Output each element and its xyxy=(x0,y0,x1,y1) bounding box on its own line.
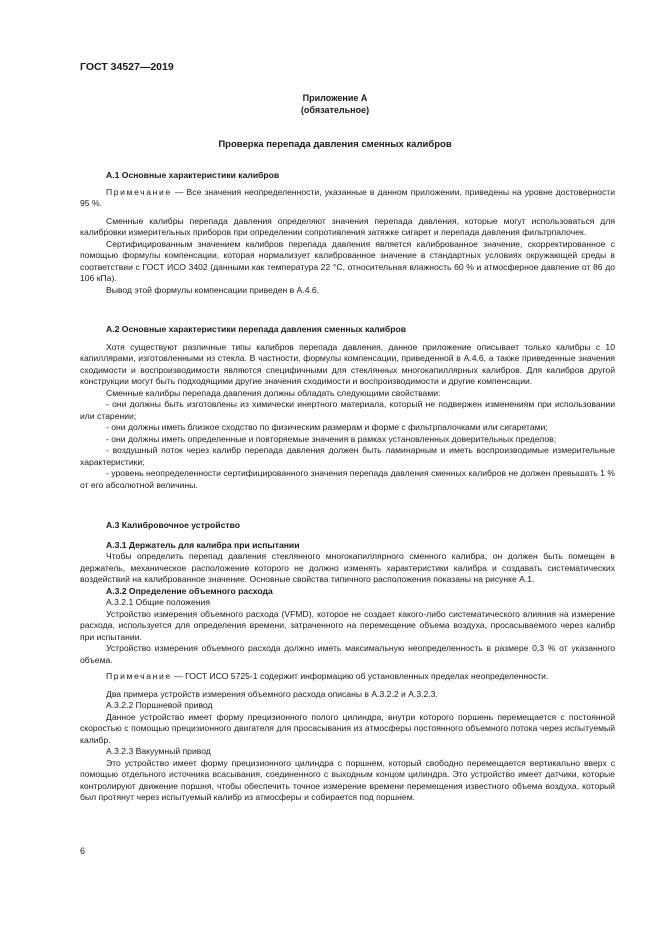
paragraph: Сменные калибры перепада давления определяют значения перепада давления, которые могут использоваться для калибровки измерительных приборов при определении сопротивления затяжке сигарет и перепада давления фильтрпалочек. xyxy=(80,215,615,237)
paragraph: Два примера устройств измерения объемного расхода описаны в А.3.2.2 и А.3.2.3. xyxy=(106,688,438,699)
appendix-status: (обязательное) xyxy=(300,105,370,115)
paragraph: Устройство измерения объемного расхода должно иметь максимальную неопределенность в размере 0,3 % от указанного объема. xyxy=(80,643,615,665)
list-item: - воздушный поток через калибр перепада давления должен быть ламинарным и иметь воспроизводимые измерительные характеристики; xyxy=(80,445,615,467)
paragraph: Устройство измерения объемного расхода (VFMD), которое не создает какого-либо систематического влияния на измерение расхода, используется для определения времени, затраченного на перемещение объема воздуха, просасываемого через калибр при испытании. xyxy=(80,608,615,642)
subsubsection-heading: А.3.2.3 Вакуумный привод xyxy=(106,746,211,756)
subsection-heading: А.3.1 Держатель для калибра при испытании xyxy=(106,539,300,550)
section-a2 xyxy=(80,324,615,491)
section-a1 xyxy=(80,170,615,296)
subsubsection-heading: А.3.2.2 Поршневой привод xyxy=(106,700,213,710)
note-label: Примечание xyxy=(106,186,172,197)
section-a3 xyxy=(80,520,615,804)
paragraph: Данное устройство имеет форму прецизионного полого цилиндра, внутри которого поршень перемещается с постоянной скоростью с помощью прецизионного двигателя для просасывания из атмосферы постоянного объемного потока через испытуемый калибр. xyxy=(80,711,615,745)
list-item: - они должны быть изготовлены из химически инертного материала, который не подвержен изменениям при использовании или старении; xyxy=(80,399,615,421)
note xyxy=(80,187,615,210)
section-heading: А.2 Основные характеристики перепада давления сменных калибров xyxy=(106,324,407,334)
paragraph: Сменные калибры перепада давления должны обладать следующими свойствами: xyxy=(106,387,441,398)
page-number: 6 xyxy=(80,846,86,856)
paragraph: Это устройство имеет форму прецизионного цилиндра с поршнем, который свободно перемещается вертикально вверх с помощью отдельного источника всасывания, соединенного с выходным концом цилиндра. Это устройство имеет датчики, которые контролируют движение поршня, чтобы обеспечить точное измерение времени перемещения известного объема воздуха, который был протянут через испытуемый калибр из атмосферы и собирается под поршнем. xyxy=(80,757,615,802)
list-item: - уровень неопределенности сертифицированного значения перепада давления сменных калибров не должен превышать 1 % от его абсолютной величины. xyxy=(80,468,615,490)
subsubsection-heading: А.3.2.1 Общие положения xyxy=(106,597,211,607)
paragraph: Вывод этой формулы компенсации приведен в А.4.6. xyxy=(106,284,320,295)
note-label: Примечание xyxy=(106,671,172,681)
paragraph: Сертифицированным значением калибров перепада давления является калиброванное значение, скорректированное с помощью формулы компенсации, которая нормализует калиброванное значение в стандартных условиях окружающей среды в соответствии с ГОСТ ИСО 3402 (данными как температура 22 °С, относительная влажность 60 % и атмосферное давление от 86 до 106 кПа). xyxy=(80,238,615,283)
note xyxy=(80,671,615,683)
section-heading: А.3 Калибровочное устройство xyxy=(106,520,240,530)
list-item: - они должны иметь близкое сходство по физическим размерам и форме с фильтрпалочками или сигаретами; xyxy=(106,422,548,432)
paragraph: Чтобы определить перепад давления стеклянного многокапиллярного сменного калибра, он должен быть помещен в держатель, механическое расположение которого не должно изменять характеристики калибра и создавать систематических воздействий на калиброванное значение. Основные свойства типичного расположения показаны на рисунке А.1. xyxy=(80,551,615,584)
standard-header: ГОСТ 34527—2019 xyxy=(80,61,174,73)
section-heading: А.1 Основные характеристики калибров xyxy=(106,170,280,180)
subsection-heading: А.3.2 Определение объемного расхода xyxy=(106,585,273,596)
appendix-title: Приложение А xyxy=(302,93,368,103)
list-item: - они должны иметь определенные и повторяемые значения в рамках установленных доверительных пределов; xyxy=(106,433,557,444)
note-text: — Все значения неопределенности, указанные в данном приложении, приведены на уровне достоверности 95 %. xyxy=(80,186,615,208)
main-title: Проверка перепада давления сменных калибров xyxy=(218,139,452,150)
note-text: — ГОСТ ИСО 5725-1 содержит информацию об установленных пределах неопределенности. xyxy=(171,671,549,681)
paragraph: Хотя существуют различные типы калибров перепада давления, данное приложение описывает только калибры с 10 капиллярами, изготовленными из стекла. В частности, формулы компенсации, приведенной в А.4.6, а также приведенные значения сходимости и воспроизводимости являются специфичными для стеклянных многокапиллярных калибров. Для калибров другой конструкции могут быть подходящими другие значения сходимости и воспроизводимости и другие компенсации. xyxy=(80,341,615,386)
